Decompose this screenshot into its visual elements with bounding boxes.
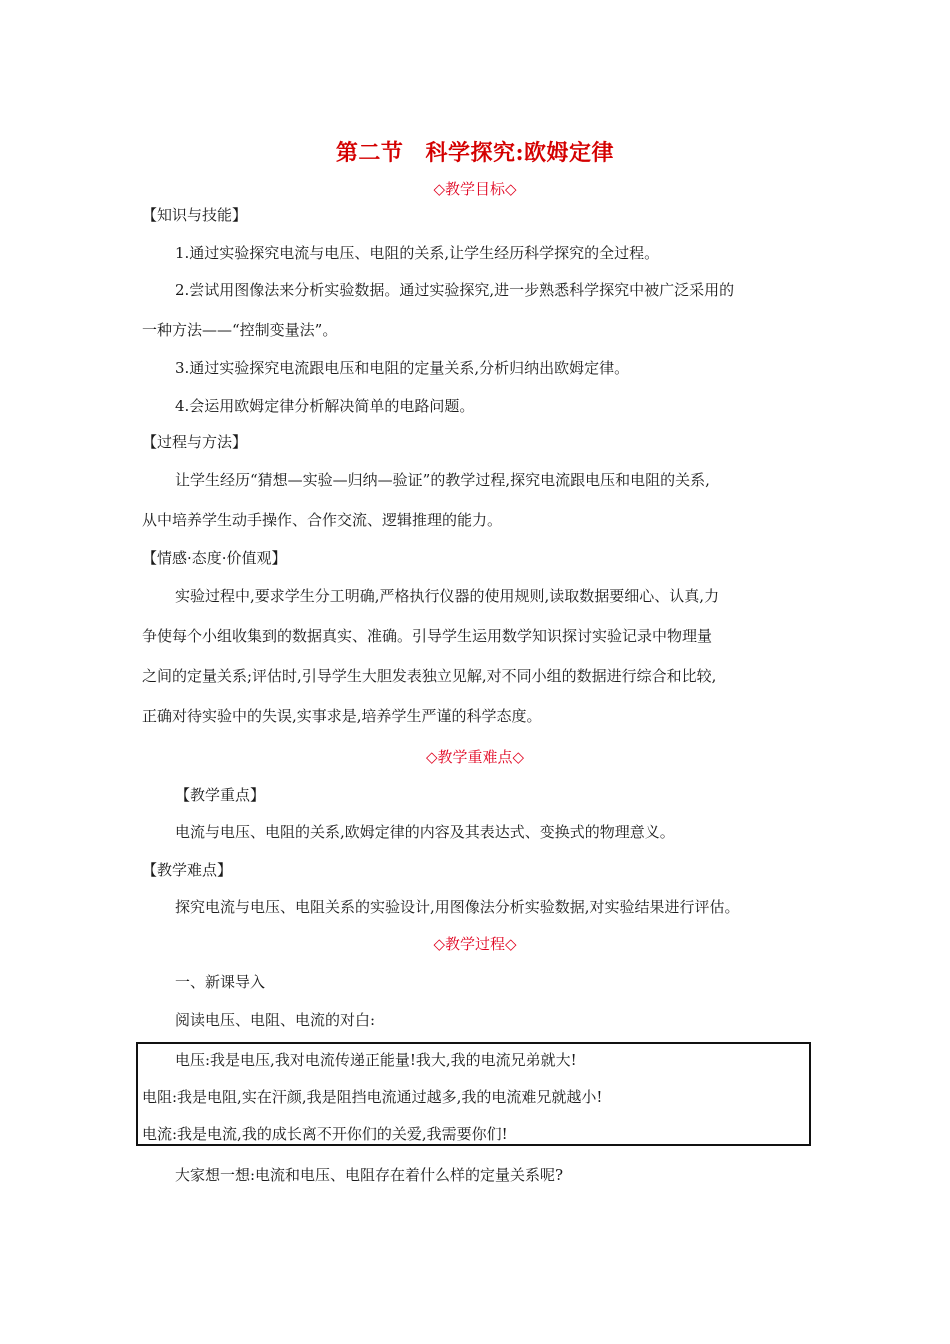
knowledge-item: 1.通过实验探究电流与电压、电阻的关系,让学生经历科学探究的全过程。	[175, 244, 660, 262]
focus-heading: 【教学重点】	[175, 786, 266, 804]
knowledge-item: 一种方法——“控制变量法”。	[142, 321, 338, 339]
knowledge-item: 4.会运用欧姆定律分析解决简单的电路问题。	[175, 397, 475, 415]
attitude-paragraph-line: 之间的定量关系;评估时,引导学生大胆发表独立见解,对不同小组的数据进行综合和比较,	[142, 667, 717, 685]
knowledge-heading: 【知识与技能】	[142, 206, 248, 224]
closing-question: 大家想一想:电流和电压、电阻存在着什么样的定量关系呢?	[175, 1166, 564, 1184]
intro-heading: 一、新课导入	[175, 973, 266, 991]
method-paragraph-line: 让学生经历“猜想—实验—归纳—验证”的教学过程,探究电流跟电压和电阻的关系,	[175, 471, 710, 489]
attitude-paragraph-line: 正确对待实验中的失误,实事求是,培养学生严谨的科学态度。	[142, 707, 542, 725]
page-title	[0, 136, 950, 167]
knowledge-item: 3.通过实验探究电流跟电压和电阻的定量关系,分析归纳出欧姆定律。	[175, 359, 630, 377]
dialogue-line-resistance: 电阻:我是电阻,实在汗颜,我是阻挡电流通过越多,我的电流难兄就越小!	[142, 1088, 603, 1106]
section-heading-goals: ◇教学目标◇	[433, 180, 517, 198]
read-prompt: 阅读电压、电阻、电流的对白:	[175, 1011, 376, 1029]
focus-text: 电流与电压、电阻的关系,欧姆定律的内容及其表达式、变换式的物理意义。	[175, 823, 675, 841]
title-section-number: 第二节	[335, 140, 404, 166]
attitude-paragraph-line: 实验过程中,要求学生分工明确,严格执行仪器的使用规则,读取数据要细心、认真,力	[175, 587, 720, 605]
knowledge-item: 2.尝试用图像法来分析实验数据。通过实验探究,进一步熟悉科学探究中被广泛采用的	[175, 281, 735, 299]
difficulty-heading: 【教学难点】	[142, 861, 233, 879]
method-paragraph-line: 从中培养学生动手操作、合作交流、逻辑推理的能力。	[142, 511, 503, 529]
dialogue-line-current: 电流:我是电流,我的成长离不开你们的关爱,我需要你们!	[142, 1125, 508, 1143]
title-topic: 科学探究:欧姆定律	[425, 140, 615, 166]
attitude-heading: 【情感·态度·价值观】	[142, 549, 287, 567]
section-heading-process: ◇教学过程◇	[433, 935, 517, 953]
dialogue-line-voltage: 电压:我是电压,我对电流传递正能量!我大,我的电流兄弟就大!	[175, 1051, 577, 1069]
attitude-paragraph-line: 争使每个小组收集到的数据真实、准确。引导学生运用数学知识探讨实验记录中物理量	[142, 627, 713, 645]
section-heading-key-points: ◇教学重难点◇	[425, 748, 525, 766]
difficulty-text: 探究电流与电压、电阻关系的实验设计,用图像法分析实验数据,对实验结果进行评估。	[175, 898, 740, 916]
method-heading: 【过程与方法】	[142, 433, 248, 451]
